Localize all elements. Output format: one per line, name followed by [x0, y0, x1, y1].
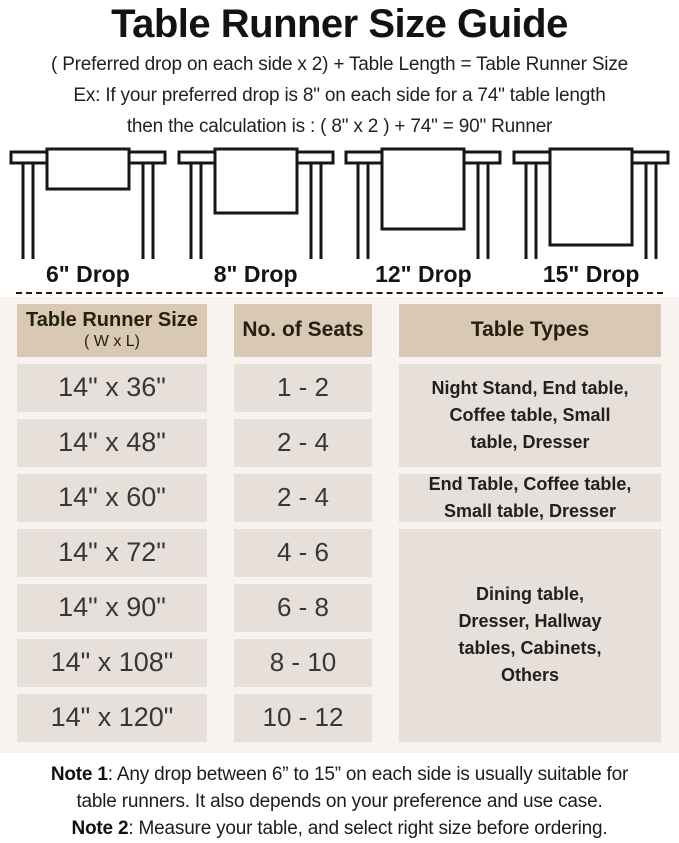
header-table-types	[399, 304, 661, 357]
seats-cell-1: 1 - 2	[234, 364, 372, 412]
header-seats	[234, 304, 372, 357]
drop-figures-row	[0, 147, 679, 289]
table-runner-15-drop-illustration	[511, 147, 671, 259]
seats-cell-3: 2 - 4	[234, 474, 372, 522]
header-runner-size	[17, 304, 207, 357]
note-2-label: Note 2	[71, 817, 129, 839]
size-cell-14x108: 14" x 108"	[17, 639, 207, 687]
drop-label-12: 12" Drop	[375, 261, 472, 288]
seats-cell-6: 8 - 10	[234, 639, 372, 687]
notes-footer	[0, 762, 679, 843]
size-cell-14x48: 14" x 48"	[17, 419, 207, 467]
page-header	[0, 0, 679, 139]
drop-label-8: 8" Drop	[213, 261, 298, 288]
seats-cell-5: 6 - 8	[234, 584, 372, 632]
example-line-2: then the calculation is : ( 8" x 2 ) + 74" = 90" Runner	[126, 115, 553, 137]
example-line-1: Ex: If your preferred drop is 8" on each side for a 74" table length	[73, 85, 606, 107]
table-runner-8-drop-illustration	[176, 147, 336, 259]
type-cell-small-tables: Night Stand, End table, Coffee table, Small table, Dresser	[399, 364, 661, 467]
page-title-text: Table Runner Size Guide	[111, 2, 568, 46]
note-1-label: Note 1	[50, 763, 108, 785]
table-runner-6-drop-illustration	[8, 147, 168, 259]
type-cell-medium-tables: End Table, Coffee table, Small table, Dresser	[399, 474, 661, 522]
page-title	[0, 1, 679, 47]
table-runner-12-drop-illustration	[343, 147, 503, 259]
header-runner-size-sub: ( W x L)	[84, 333, 140, 351]
drop-label-6: 6" Drop	[46, 261, 130, 288]
note-2	[0, 816, 679, 843]
seats-cell-7: 10 - 12	[234, 694, 372, 742]
header-runner-size-title: Table Runner Size	[26, 309, 198, 332]
header-seats-title: No. of Seats	[242, 318, 364, 342]
drop-label-15: 15" Drop	[542, 261, 640, 288]
drop-figure-6	[4, 147, 172, 289]
header-table-types-title: Table Types	[470, 318, 590, 342]
drop-figure-12	[340, 147, 508, 289]
size-cell-14x36: 14" x 36"	[17, 364, 207, 412]
size-cell-14x60: 14" x 60"	[17, 474, 207, 522]
seats-cell-4: 4 - 6	[234, 529, 372, 577]
dashed-divider	[16, 292, 663, 294]
size-cell-14x90: 14" x 90"	[17, 584, 207, 632]
note-1	[0, 762, 679, 816]
size-guide-table	[17, 304, 662, 742]
note-1-text: : Any drop between 6” to 15” on each side is usually suitable for table runners. It also depends on your preference and use case.	[76, 763, 629, 812]
size-cell-14x120: 14" x 120"	[17, 694, 207, 742]
seats-cell-2: 2 - 4	[234, 419, 372, 467]
drop-figure-8	[172, 147, 340, 289]
size-guide-table-area	[0, 297, 679, 753]
size-cell-14x72: 14" x 72"	[17, 529, 207, 577]
formula-line: ( Preferred drop on each side x 2) + Table Length = Table Runner Size	[51, 54, 628, 76]
note-2-text: : Measure your table, and select right size before ordering.	[128, 817, 608, 839]
type-cell-large-tables: Dining table, Dresser, Hallway tables, Cabinets, Others	[399, 529, 661, 742]
drop-figure-15	[507, 147, 675, 289]
